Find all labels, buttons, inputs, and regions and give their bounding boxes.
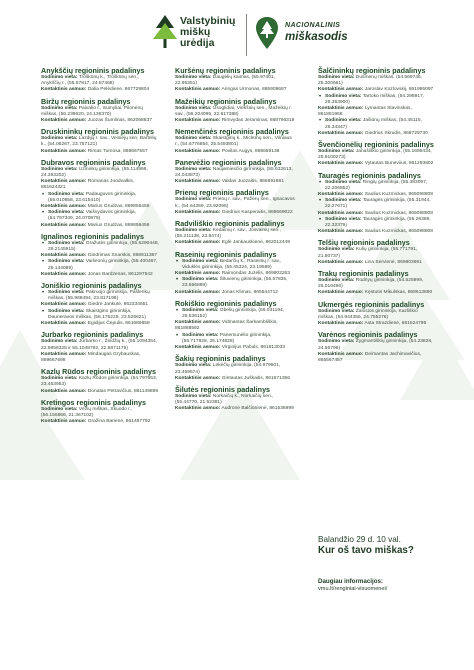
detail-label: Sodinimo vieta: — [182, 277, 219, 283]
region-block — [41, 66, 159, 94]
region-detail-line — [41, 223, 159, 229]
region-name: Kazlų Rūdos regioninis padalinys — [41, 367, 157, 377]
region-name: Trakų regioninis padalinys — [318, 269, 409, 279]
detail-text: Vidmantas Šarkambliškis, 861888592 — [175, 320, 278, 332]
region-name: Nemenčinės regioninis padalinys — [175, 127, 289, 137]
region-detail-line — [41, 389, 159, 395]
region-detail-line — [41, 352, 159, 364]
map-pin-tree-icon — [255, 16, 279, 50]
region-block — [318, 300, 434, 328]
region-detail-line — [175, 179, 297, 185]
region-name: Šalčininkų regioninis padalinys — [318, 66, 426, 75]
region-block — [318, 171, 434, 236]
detail-text: Gintautas Juškaitis, 861671356 — [220, 375, 290, 381]
region-detail-line — [41, 75, 159, 87]
detail-label: Sodinimo vieta: — [175, 166, 212, 172]
region-detail-line — [175, 290, 297, 296]
event-date: Balandžio 29 d. 10 val. — [318, 535, 401, 544]
region-block — [318, 330, 434, 364]
nm-logo-line-1: NACIONALINIS — [285, 22, 341, 29]
detail-text: Jonas Bardzenas, 861297542 — [86, 271, 153, 277]
detail-text: Giedrius Skrudis, 868729730 — [363, 130, 428, 136]
detail-text: Norkaičių k., Norkaičių sen., (55.44770, 21.52381) — [175, 393, 274, 406]
detail-label: Sodinimo vieta: — [318, 75, 355, 80]
detail-label: Kontaktinis asmuo: — [175, 240, 221, 246]
detail-label: Kontaktinis asmuo: — [175, 148, 221, 154]
detail-label: Kontaktinis asmuo: — [175, 345, 221, 351]
detail-text: Vytautas Buneviius, 861293802 — [363, 161, 434, 167]
region-detail-line — [175, 75, 297, 87]
region-block — [175, 250, 297, 296]
detail-label: Sodinimo vieta: — [182, 307, 219, 313]
detail-text: Rimas Tumosa, 868667557 — [86, 148, 148, 154]
detail-label: Sodinimo vieta: — [48, 191, 85, 197]
detail-text: Marius Grudzas, 869856456 — [86, 222, 150, 228]
event-block — [318, 535, 448, 557]
detail-text: Skaistgirio girininkija, Dauneravos miškas, (56.176225, 23.526621) — [48, 308, 146, 320]
vmu-logo — [152, 12, 248, 56]
detail-text: Povilas Augys, 868659136 — [220, 148, 280, 154]
region-block — [318, 238, 434, 266]
detail-text: Lekėčių girininkija, (54.979601, 23.459574) — [175, 363, 281, 375]
detail-text: Rimvydas Jeraminas, 868796319 — [220, 118, 295, 124]
detail-text: Saulius Kuzmickas, 865098808 — [363, 210, 433, 216]
region-name: Kretingos regioninis padalinys — [41, 397, 147, 407]
region-detail-line — [175, 210, 297, 216]
region-detail-line — [175, 197, 297, 209]
detail-label: Kontaktinis asmuo: — [175, 118, 221, 124]
detail-label: Sodinimo vieta: — [175, 363, 212, 369]
region-detail-line — [318, 149, 434, 161]
detail-text: Gražina Barienė, 861487792 — [86, 419, 151, 425]
region-detail-line — [41, 210, 159, 222]
detail-text: Rūdnyų girininkija, (54.525999, 25.016496) — [318, 278, 424, 290]
region-detail-line — [41, 272, 159, 278]
detail-text: Prienų r. sav., Pažėrų sen., Ignacavos k., (54.64359, 23.92096) — [175, 197, 295, 209]
detail-label: Sodinimo vieta: — [41, 166, 78, 172]
region-detail-line — [318, 198, 434, 210]
detail-text: Ringių girininkija, (55.383097, 22.206852) — [325, 179, 428, 191]
detail-label: Kontaktinis asmuo: — [41, 302, 87, 308]
region-detail-line — [318, 131, 434, 137]
event-question: Kur oš tavo miškas? — [318, 545, 414, 556]
region-detail-line — [318, 75, 434, 87]
detail-text: Deimantas Jachimavičius, 865567457 — [318, 351, 422, 363]
detail-label: Kontaktinis asmuo: — [41, 253, 87, 259]
column-1 — [41, 66, 159, 428]
region-detail-line — [318, 229, 434, 235]
vmu-line-2: miškų — [180, 26, 211, 38]
detail-label: Sodinimo vieta: — [41, 136, 78, 142]
region-name: Prienų regioninis padalinys — [175, 188, 269, 198]
detail-label: Kontaktinis asmuo: — [318, 290, 364, 296]
region-block — [41, 158, 159, 229]
more-info-link[interactable]: vmu.lt/renginiai-visuomenei/ — [318, 586, 388, 592]
region-block — [318, 66, 434, 137]
detail-text: Vaišeonių girininkija, (55.400467, 26.144089) — [48, 259, 158, 271]
detail-text: Padauguvos girininkija, (55.010858, 23.615410) — [48, 191, 137, 203]
region-block — [318, 140, 434, 168]
region-name: Rokiškio regioninis padalinys — [175, 298, 277, 308]
region-detail-line — [175, 363, 297, 375]
detail-label: Sodinimo vieta: — [325, 198, 362, 204]
detail-label: Kontaktinis asmuo: — [41, 204, 87, 210]
detail-text: Marius Grudzas, 869856456 — [86, 204, 150, 210]
detail-text: Tauragės girininkija, (55.26388, 22.32379) — [325, 216, 431, 229]
detail-label: Kontaktinis asmuo: — [318, 87, 364, 93]
nacionalinis-miskasodis-logo — [255, 16, 365, 56]
detail-text: Juozas Šumlinas, 862068637 — [86, 118, 152, 124]
region-detail-line — [41, 419, 159, 425]
detail-text: Lymantas Slavinskas, 861851966 — [318, 106, 412, 118]
region-detail-line — [41, 136, 159, 148]
region-detail-line — [41, 179, 159, 191]
detail-label: Kontaktinis asmuo: — [175, 406, 221, 412]
region-name: Šilutės regioninis padalinys — [175, 384, 271, 394]
detail-text: Panemunėlio girininkija, (55.717928, 25.174828) — [182, 332, 272, 344]
detail-label: Kontaktinis asmuo: — [318, 321, 364, 327]
region-block — [41, 398, 159, 426]
region-name: Raseinių regioninis padalinys — [175, 249, 277, 259]
detail-label: Sodinimo vieta: — [48, 259, 85, 265]
detail-label: Kontaktinis asmuo: — [41, 148, 87, 154]
region-detail-line — [175, 87, 297, 93]
region-name: Telšių regioninis padalinys — [318, 238, 410, 248]
region-detail-line — [175, 118, 297, 124]
detail-text: Ūsoglidiai, Viekšnių sen., Mažeikių r. sav., (56.204095, 22.617388) — [175, 105, 292, 117]
detail-label: Sodinimo vieta: — [325, 216, 362, 222]
detail-text: Žalosios girininkija, Kazliškio miškas, (54.944355, 24.755276) — [318, 308, 418, 320]
region-detail-line — [318, 106, 434, 118]
detail-label: Sodinimo vieta: — [41, 376, 78, 382]
region-detail-line — [41, 87, 159, 93]
detail-text: Jonas Klimas, 865544712 — [220, 289, 279, 295]
detail-text: Dusmenų miškas, (54.569746, 25.300661) — [318, 75, 423, 87]
region-detail-line — [175, 277, 297, 289]
logo-divider — [246, 14, 247, 56]
detail-label: Kontaktinis asmuo: — [318, 229, 364, 235]
region-name: Šakių regioninis padalinys — [175, 354, 266, 364]
detail-label: Sodinimo vieta: — [41, 105, 78, 111]
region-detail-line — [175, 406, 297, 412]
region-detail-line — [41, 407, 159, 419]
detail-label: Sodinimo vieta: — [48, 290, 85, 296]
region-name: Varėnos regioninis padalinys — [318, 330, 418, 340]
detail-label: Sodinimo vieta: — [48, 240, 85, 246]
column-2 — [175, 66, 297, 416]
detail-label: Sodinimo vieta: — [318, 339, 355, 345]
detail-text: Jurbarko r., Žindžių k., (55.1094354, 22.5856325 ir 55.1048792, 22.5871175) — [41, 339, 158, 351]
region-detail-line — [318, 260, 434, 266]
region-block — [175, 188, 297, 216]
region-block — [175, 299, 297, 351]
detail-text: Troškūnų k., Troškūnų sen., Anykščių r., (55.57817, 24.87468) — [41, 75, 139, 87]
detail-text: Virginijus Pabuls, 861813033 — [220, 345, 286, 351]
region-detail-line — [175, 320, 297, 332]
region-detail-line — [41, 309, 159, 321]
region-name: Druskininkų regioninis padalinys — [41, 127, 155, 137]
vmu-logo-text — [180, 16, 235, 49]
detail-label: Sodinimo vieta: — [48, 210, 85, 216]
region-name: Radviliškio regioninis padalinys — [175, 219, 285, 229]
detail-text: Tauragės girininkija, (55.31944, 22.27671) — [325, 198, 431, 210]
detail-text: Pakruojo girininkija, Pašlenkų miškas, (55.968494, 23.817198) — [48, 290, 150, 302]
region-name: Mažeikių regioninis padalinys — [175, 96, 277, 106]
region-block — [175, 66, 297, 94]
detail-text: Skaistgirių k., Mickūnų sen., Vilniaus r., (54.6776854, 25.5493801) — [175, 136, 292, 148]
region-block — [41, 127, 159, 155]
detail-label: Sodinimo vieta: — [48, 308, 85, 314]
detail-text: Gražutės girininkija, (55.6290448, 26.2145915) — [48, 240, 159, 253]
region-detail-line — [175, 333, 297, 345]
detail-label: Sodinimo vieta: — [175, 228, 212, 234]
region-detail-line — [318, 217, 434, 229]
detail-text: Tartoko miškas, (54.298917, 25.353900) — [325, 93, 425, 105]
region-block — [175, 385, 297, 413]
nm-logo-line-2: miškasodis — [285, 31, 348, 43]
region-block — [41, 367, 159, 395]
region-detail-line — [175, 394, 297, 406]
detail-label: Kontaktinis asmuo: — [318, 210, 364, 216]
detail-label: Kontaktinis asmuo: — [175, 271, 221, 277]
region-detail-line — [41, 321, 159, 327]
detail-label: Kontaktinis asmuo: — [175, 289, 221, 295]
detail-text: Giedrimas Snarskis, 868911387 — [86, 253, 157, 259]
region-detail-line — [318, 309, 434, 321]
region-block — [175, 127, 297, 155]
detail-text: Kazlų Rūdos girininkija, (54.797653, 23.463953) — [41, 376, 158, 388]
region-block — [175, 219, 297, 247]
detail-label: Kontaktinis asmuo: — [318, 259, 364, 265]
detail-label: Sodinimo vieta: — [175, 75, 212, 80]
region-detail-line — [41, 376, 159, 388]
region-detail-line — [318, 339, 434, 351]
detail-label: Sodinimo vieta: — [175, 393, 212, 399]
more-info-title: Daugiau informacijos: — [318, 578, 383, 585]
detail-text: Giedrius Kasperaitis, 869669022 — [220, 209, 293, 215]
detail-text: Raimondas Juzėlis, 869803263 — [220, 271, 290, 277]
detail-text: Janušiškio girininkija, (55.1695434, 25.9100273) — [318, 149, 432, 161]
detail-label: Kontaktinis asmuo: — [318, 351, 364, 357]
detail-text: Dalia Pelėdiene, 867729804 — [86, 87, 150, 93]
region-name: Ignalinos regioninis padalinys — [41, 231, 145, 241]
detail-label: Kontaktinis asmuo: — [318, 130, 364, 136]
region-block — [175, 97, 297, 125]
detail-label: Sodinimo vieta: — [175, 197, 212, 203]
detail-label: Sodinimo vieta: — [318, 247, 355, 253]
detail-text: Giedrė Jankutė, 862334651 — [86, 302, 149, 308]
detail-text: Vaišvydavos girininkija, (54.797349, 24.070879) — [48, 210, 136, 222]
detail-label: Kontaktinis asmuo: — [175, 209, 221, 215]
region-detail-line — [318, 118, 434, 130]
detail-text: Kulių girininkija, (55.771791, 21.80737) — [318, 247, 418, 259]
tree-leaf-icon — [152, 14, 178, 50]
detail-label: Kontaktinis asmuo: — [318, 192, 364, 198]
detail-label: Sodinimo vieta: — [318, 278, 355, 284]
region-detail-line — [41, 106, 159, 118]
detail-text: Asta Strazdienė, 861524795 — [363, 321, 427, 327]
region-name: Dubravos regioninis padalinys — [41, 157, 146, 167]
detail-label: Sodinimo vieta: — [318, 149, 355, 155]
region-name: Panevėžio regioninis padalinys — [175, 157, 282, 167]
region-detail-line — [175, 106, 297, 118]
detail-text: Uzininkų girininkija, (55.114966, 24.393202) — [41, 166, 148, 179]
region-detail-line — [41, 118, 159, 124]
detail-label: Kontaktinis asmuo: — [318, 106, 364, 112]
detail-text: Mindaugas Grybauskas, 869667698 — [41, 351, 141, 363]
region-detail-line — [41, 259, 159, 271]
region-detail-line — [41, 167, 159, 179]
detail-label: Kontaktinis asmuo: — [175, 375, 221, 381]
detail-label: Kontaktinis asmuo: — [175, 179, 221, 185]
region-detail-line — [41, 241, 159, 253]
region-name: Jurbarko regioninis padalinys — [41, 330, 144, 340]
detail-label: Kontaktinis asmuo: — [41, 419, 87, 425]
column-3 — [318, 66, 434, 367]
detail-label: Kontaktinis asmuo: — [41, 179, 87, 185]
region-detail-line — [318, 321, 434, 327]
detail-label: Sodinimo vieta: — [41, 75, 78, 80]
region-block — [41, 330, 159, 364]
region-detail-line — [318, 290, 434, 296]
detail-label: Sodinimo vieta: — [175, 105, 212, 111]
region-detail-line — [175, 308, 297, 320]
detail-label: Sodinimo vieta: — [41, 406, 78, 412]
detail-label: Sodinimo vieta: — [41, 339, 78, 345]
detail-text: Lina Servienė, 869803691 — [363, 259, 422, 265]
detail-label: Kontaktinis asmuo: — [175, 87, 221, 93]
region-detail-line — [41, 290, 159, 302]
detail-text: Paivalio r., Sumyliai, Pilonėnų miškas, (56.239620, 24.136370) — [41, 105, 143, 117]
region-detail-line — [318, 247, 434, 259]
detail-label: Kontaktinis asmuo: — [41, 222, 87, 228]
detail-label: Kontaktinis asmuo: — [41, 321, 87, 327]
region-block — [175, 158, 297, 186]
region-detail-line — [175, 149, 297, 155]
detail-text: Lazdijų r. sav., Veisiejų sen. Bartelių k., (54.06267, 23.757121) — [41, 136, 157, 148]
detail-label: Sodinimo vieta: — [318, 308, 355, 314]
detail-text: Naujamiesčio girininkija, (55.632613, 24.043873) — [175, 166, 293, 179]
detail-label: Sodinimo vieta: — [182, 258, 219, 264]
region-name: Anykščių regioninis padalinys — [41, 66, 145, 75]
vmu-line-1: Valstybinių — [180, 15, 236, 27]
region-name: Tauragės regioninis padalinys — [318, 170, 421, 180]
detail-text: Daugėlių kaimas, (55.97401, 22.95351) — [175, 75, 276, 87]
region-detail-line — [318, 161, 434, 167]
detail-text: Saulius Kuzmickas, 865098808 — [363, 192, 433, 198]
detail-label: Kontaktinis asmuo: — [41, 351, 87, 357]
detail-text: Eglė Jankauskienė, 862012449 — [220, 240, 291, 246]
detail-text: Bedarčių k., Raseinių r. sav., Viduklės girininkija, (55.45324, 23.19599) — [182, 258, 282, 270]
detail-text: Egidijus Čepulis, 861689658 — [86, 321, 150, 327]
region-block — [41, 232, 159, 278]
detail-label: Kontaktinis asmuo: — [41, 388, 87, 394]
header — [0, 4, 474, 60]
region-name: Kuršėnų regioninis padalinys — [175, 66, 276, 75]
region-detail-line — [175, 136, 297, 148]
detail-text: Vėžių miškas, Skuodo r., (56.156866, 21.367102) — [41, 406, 133, 418]
vmu-line-3: urėdija — [180, 37, 215, 49]
detail-label: Kontaktinis asmuo: — [318, 161, 364, 167]
region-detail-line — [318, 352, 434, 364]
detail-label: Sodinimo vieta: — [325, 93, 362, 99]
detail-text: Donatas Petravičius, 861149899 — [86, 388, 159, 394]
region-detail-line — [175, 376, 297, 382]
region-detail-line — [175, 167, 297, 179]
region-name: Biržų regioninis padalinys — [41, 96, 131, 106]
region-name: Švenčionėlių regioninis padalinys — [318, 140, 434, 150]
region-detail-line — [175, 345, 297, 351]
detail-text: Kėdainių r. sav., Josvainių sen., (55.211138, 23.8474) — [175, 228, 281, 240]
detail-text: Audronė Balčiūnienė, 861536999 — [220, 406, 294, 412]
region-detail-line — [175, 240, 297, 246]
region-block — [318, 269, 434, 297]
region-detail-line — [175, 259, 297, 271]
region-name: Joniškio regioninis padalinys — [41, 281, 142, 291]
region-detail-line — [41, 339, 159, 351]
detail-text: Jašiūnų miškas, (54.45115, 25.34347) — [325, 118, 422, 130]
region-detail-line — [318, 94, 434, 106]
region-block — [41, 97, 159, 125]
detail-text: Valdas Juozaitis, 866691881 — [220, 179, 284, 185]
detail-label: Sodinimo vieta: — [325, 118, 362, 124]
region-detail-line — [41, 149, 159, 155]
detail-text: Romanas Juodvalkis, 861624321 — [41, 179, 135, 191]
detail-label: Kontaktinis asmuo: — [175, 320, 221, 326]
region-block — [41, 281, 159, 327]
region-block — [175, 354, 297, 382]
detail-text: Saulius Kuzmickas, 865098808 — [363, 229, 433, 235]
detail-text: Zygmantiškių girininkija, (54.23828, 24.56799) — [318, 339, 433, 351]
detail-text: Kęstutis Mikulskas, 868613890 — [363, 290, 433, 296]
detail-label: Sodinimo vieta: — [182, 332, 219, 338]
region-detail-line — [41, 192, 159, 204]
detail-text: Obelių girininkija, (56.031194, 25.636152) — [182, 307, 285, 320]
region-detail-line — [175, 228, 297, 240]
region-detail-line — [318, 180, 434, 192]
detail-text: Jaroslav Kozlovskij, 861995097 — [363, 87, 434, 93]
detail-text: Aringas Urmonas, 865909687 — [220, 87, 287, 93]
detail-text: Šiluvienų girininkija, (55.57835, 23.556888) — [182, 277, 288, 289]
detail-label: Sodinimo vieta: — [325, 179, 362, 185]
detail-label: Kontaktinis asmuo: — [41, 87, 87, 93]
region-name: Ukmergės regioninis padalinys — [318, 299, 425, 309]
detail-label: Sodinimo vieta: — [175, 136, 212, 142]
region-detail-line — [318, 278, 434, 290]
detail-label: Kontaktinis asmuo: — [41, 271, 87, 277]
more-info-block — [318, 578, 448, 593]
detail-label: Kontaktinis asmuo: — [41, 118, 87, 124]
